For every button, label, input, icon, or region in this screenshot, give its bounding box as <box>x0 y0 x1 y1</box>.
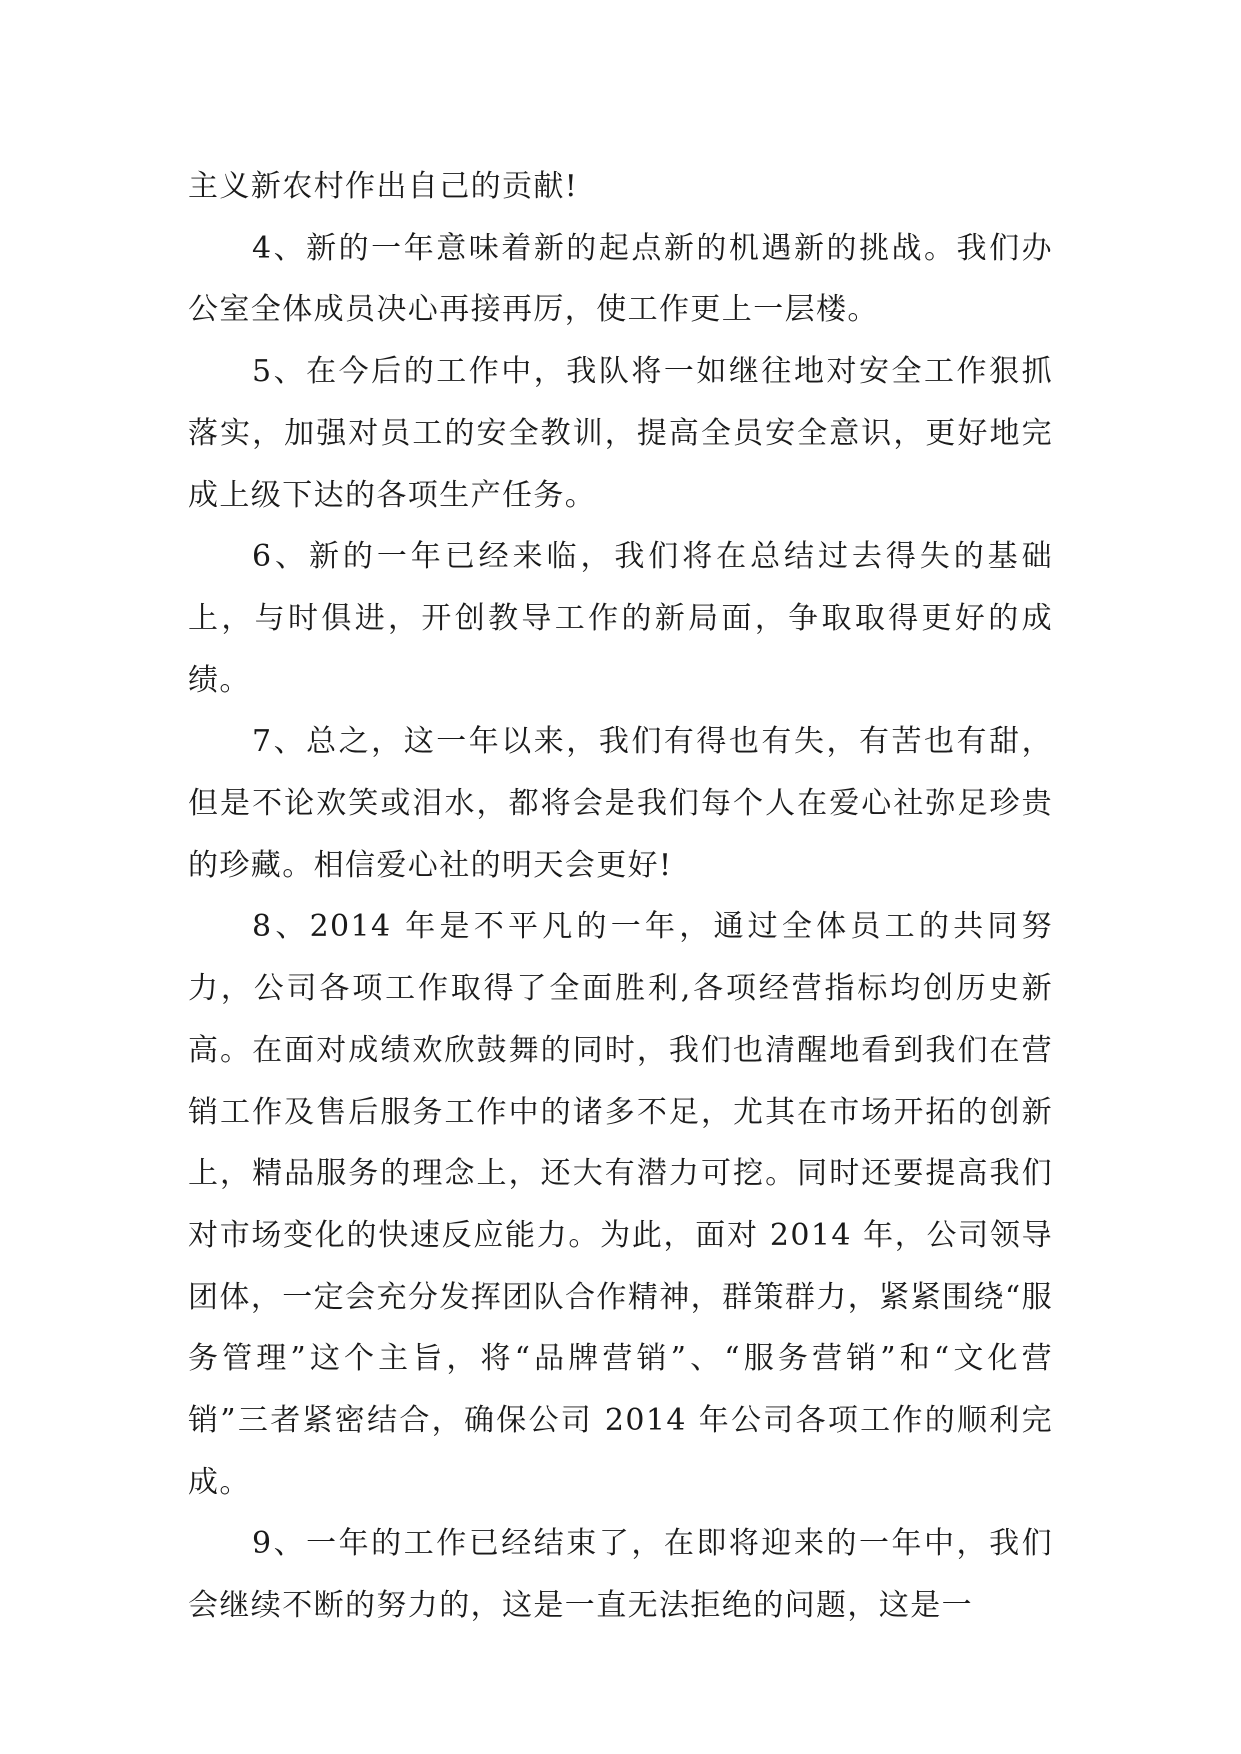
paragraph-item-9: 9、一年的工作已经结束了，在即将迎来的一年中，我们会继续不断的努力的，这是一直无法拒绝的问题，这是一 <box>188 1526 1053 1624</box>
document-body <box>188 156 1053 1637</box>
paragraph-item-7: 7、总之，这一年以来，我们有得也有失，有苦也有甜，但是不论欢笑或泪水，都将会是我们每个人在爱心社弥足珍贵的珍藏。相信爱心社的明天会更好! <box>188 724 1053 883</box>
paragraph-item-4: 4、新的一年意味着新的起点新的机遇新的挑战。我们办公室全体成员决心再接再厉，使工作更上一层楼。 <box>188 230 1053 328</box>
paragraph-item-5: 5、在今后的工作中，我队将一如继往地对安全工作狠抓落实，加强对员工的安全教训，提高全员安全意识，更好地完成上级下达的各项生产任务。 <box>188 354 1053 513</box>
paragraph-continuation: 主义新农村作出自己的贡献! <box>188 169 579 204</box>
paragraph-item-8: 8、2014 年是不平凡的一年，通过全体员工的共同努力，公司各项工作取得了全面胜利,各项经营指标均创历史新高。在面对成绩欢欣鼓舞的同时，我们也清醒地看到我们在营销工作及售后服务工作中的诸多不足，尤其在市场开拓的创新上，精品服务的理念上，还大有潜力可挖。同时还要提高我们对市场变化的快速反应能力。为此，面对 2014 年，公司领导团体，一定会充分发挥团队合作精神，群策群力，紧紧围绕“服务管理”这个主旨，将“品牌营销”、“服务营销”和“文化营销”三者紧密结合，确保公司 2014 年公司各项工作的顺利完成。 <box>188 909 1053 1500</box>
paragraph-item-6: 6、新的一年已经来临，我们将在总结过去得失的基础上，与时俱进，开创教导工作的新局面，争取取得更好的成绩。 <box>188 539 1053 698</box>
